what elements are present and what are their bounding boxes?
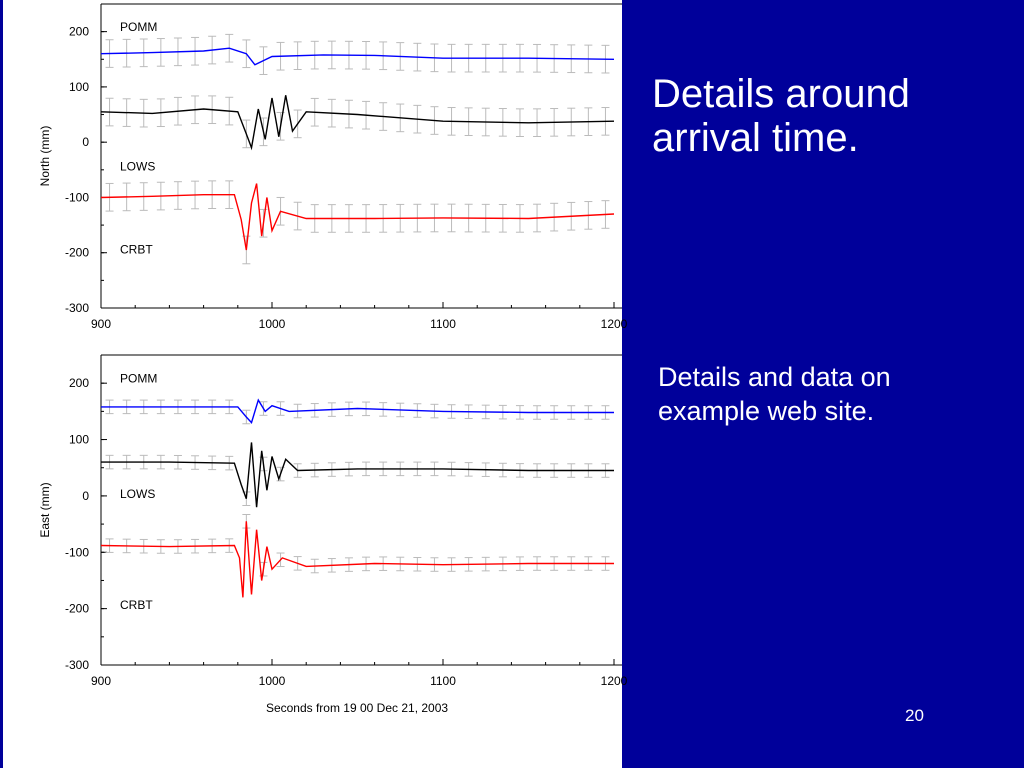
chart2-station-label: LOWS (120, 487, 156, 502)
chart1-y-tick-label: 200 (68, 24, 89, 39)
chart1-station-label: POMM (120, 20, 158, 35)
chart1-y-tick-label: 0 (82, 135, 89, 150)
chart2-y-tick-label: -200 (64, 601, 89, 616)
chart2-x-axis-label: Seconds from 19 00 Dec 21, 2003 (265, 701, 449, 715)
chart2-x-tick-label: 1000 (258, 674, 286, 688)
chart1-y-tick-label: -300 (64, 301, 89, 315)
chart1-y-tick-label: -200 (64, 245, 89, 260)
chart1-station-label: CRBT (120, 242, 153, 257)
chart2-x-tick-label: 1200 (600, 674, 628, 688)
chart1-x-tick-label: 1000 (258, 317, 286, 331)
chart2-x-tick-label: 1100 (430, 674, 456, 688)
chart2-station-label: CRBT (120, 598, 153, 613)
chart2-y-tick-label: -300 (64, 658, 89, 672)
chart2-y-axis-label: East (mm) (38, 482, 52, 538)
chart2-y-tick-label: -100 (64, 545, 89, 560)
chart1-x-tick-label: 900 (90, 317, 112, 331)
chart2-y-tick-label: 200 (68, 376, 89, 391)
chart1-y-tick-label: -100 (64, 190, 89, 205)
chart2-station-label: POMM (120, 371, 158, 386)
chart1-y-tick-label: 100 (68, 79, 89, 94)
chart2-y-tick-label: 0 (82, 488, 89, 503)
chart1-x-tick-label: 1100 (430, 317, 456, 331)
slide-title: Details around arrival time. (652, 72, 910, 160)
chart1-station-label: LOWS (120, 159, 156, 174)
chart2-y-tick-label: 100 (68, 432, 89, 447)
slide-number: 20 (905, 706, 924, 725)
chart2-x-tick-label: 900 (90, 674, 112, 688)
chart1-y-axis-label: North (mm) (38, 125, 52, 187)
slide-body-text: Details and data on example web site. (658, 362, 891, 426)
chart1-x-tick-label: 1200 (600, 317, 628, 331)
